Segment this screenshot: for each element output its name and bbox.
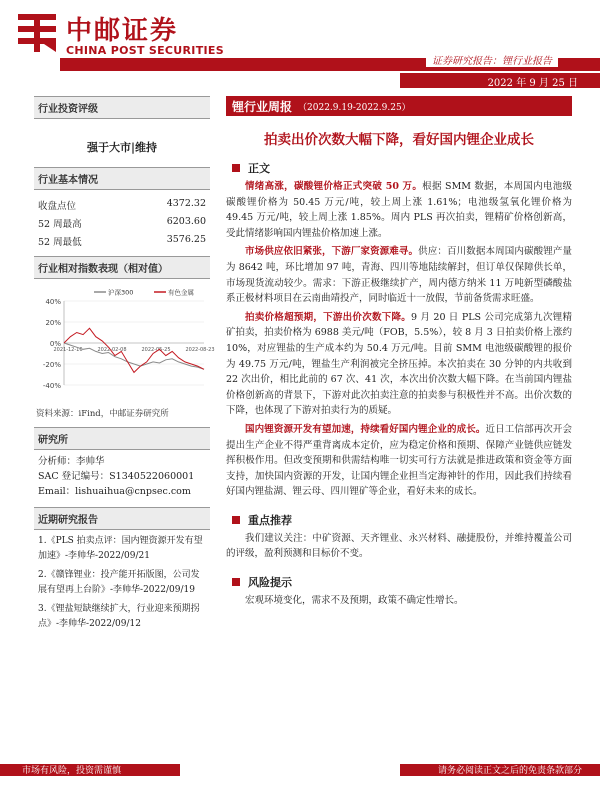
- x-tick-label: 2021-12-16: [53, 347, 83, 353]
- stat-label: 收盘点位: [38, 201, 77, 212]
- square-bullet-icon: [232, 164, 240, 172]
- report-link[interactable]: 1.《PLS 拍卖点评：国内锂资源开发有望加速》-李帅华-2022/09/21: [38, 536, 203, 561]
- x-tick-label: 2022-02-08: [97, 347, 127, 353]
- recent-reports-list: [34, 530, 210, 632]
- section-heading-text: 风险提示: [248, 576, 292, 590]
- recent-reports-title: 近期研究报告: [34, 507, 210, 530]
- section-heading-text: 重点推荐: [248, 513, 292, 527]
- weekly-title: 锂行业周报: [232, 99, 293, 114]
- headline: 拍卖出价次数大幅下降，看好国内锂企业成长: [264, 132, 534, 148]
- stat-value: 4372.32: [166, 198, 206, 209]
- paragraph-body: 根据 SMM 数据，本周国内电池级碳酸锂价格为 50.45 万元/吨，较上周上涨 1.61%；电池级氢氧化锂价格为 49.45 万元/吨，较上周上涨 1.85%。周内 PLS 再次拍卖，锂精矿价格创新高，受此情绪影响国内锂盐价格加速上涨。: [226, 181, 572, 239]
- paragraph: [226, 244, 572, 306]
- rating-title: 行业投资评级: [34, 96, 210, 119]
- analyst-info: [34, 450, 210, 507]
- y-tick-label: -20%: [42, 361, 61, 369]
- risk-warning: 市场有风险，投资需谨慎: [22, 766, 122, 776]
- series-line-csi300: [64, 343, 204, 369]
- stat-label: 52 周最高: [38, 219, 82, 230]
- chart-source: 资料来源：iFind，中邮证券研究所: [36, 409, 169, 419]
- stat-value: 6203.60: [166, 216, 206, 227]
- report-link[interactable]: 2.《赣锋锂业：投产能开拓版图，公司发展有望再上台阶》-李帅华-2022/09/19: [38, 570, 200, 595]
- analyst-sac: SAC 登记编号：S1340522060001: [38, 471, 195, 482]
- paragraph-lead: 国内锂资源开发有望加速，持续看好国内锂企业的成长。: [245, 423, 486, 435]
- paragraph: [226, 593, 572, 609]
- paragraph-body: 供应：百川数据本周国内碳酸锂产量为 8642 吨，环比增加 97 吨，青海、四川等地陆续解封，但订单仅保障供长单，市场现货流动较少。需求：下游正极继续扩产，周内德方纳米 11 万吨新型磷酸盐系正极材料项目在云南曲靖投产，同时临近十一放假，节前备货需求旺盛。: [226, 246, 572, 305]
- y-tick-label: 0%: [49, 340, 61, 348]
- legend-label: 有色金属: [168, 288, 194, 297]
- relative-performance-chart: [34, 285, 215, 403]
- legend-label: 沪深300: [108, 288, 134, 297]
- performance-chart-svg: [34, 285, 215, 403]
- stat-value: 3576.25: [166, 234, 206, 245]
- analyst-name: 分析师：李帅华: [38, 456, 105, 467]
- analyst-title: 研究所: [34, 427, 210, 450]
- main-content: [226, 96, 572, 609]
- y-tick-label: 20%: [45, 319, 61, 327]
- report-link[interactable]: 3.《锂盐短缺继续扩大，行业迎来预期拐点》-李帅华-2022/09/12: [38, 604, 200, 629]
- stat-label: 52 周最低: [38, 237, 82, 248]
- stat-row: [34, 214, 210, 232]
- square-bullet-icon: [232, 516, 240, 524]
- paragraph: [226, 310, 572, 419]
- weekly-date-range: （2022.9.19-2022.9.25）: [298, 102, 411, 113]
- section-heading: [226, 512, 572, 528]
- paragraph: [226, 531, 572, 562]
- series-line-nonferrous: [64, 328, 204, 372]
- y-tick-label: 40%: [45, 298, 61, 306]
- paragraph-body: 宏观环境变化，需求不及预期，政策不确定性增长。: [245, 595, 464, 607]
- paragraph: [226, 179, 572, 241]
- stat-row: [34, 232, 210, 250]
- x-tick-label: 2022-08-23: [185, 347, 215, 353]
- left-sidebar: [34, 96, 215, 632]
- analyst-email[interactable]: Email：lishuaihua@cnpsec.com: [38, 486, 191, 497]
- brand-name: 中邮证券: [66, 16, 179, 46]
- industry-rating: 强于大市|维持: [86, 141, 157, 154]
- section-heading-text: 正文: [248, 162, 270, 175]
- china-post-logo-icon: [14, 10, 60, 56]
- title-band: [226, 96, 572, 116]
- x-tick-label: 2022-05-25: [141, 347, 171, 353]
- square-bullet-icon: [232, 578, 240, 586]
- paragraph: [226, 422, 572, 500]
- paragraph-lead: 市场供应依旧紧张，下游厂家资源难寻。: [245, 246, 419, 258]
- paragraph-lead: 拍卖价格超预期，下游出价次数下降。: [245, 311, 412, 323]
- report-date: 2022 年 9 月 25 日: [487, 78, 578, 89]
- paragraph-body: 我们建议关注：中矿资源、天齐锂业、永兴材料、融捷股份，并维持覆盖公司的评级，盈利预测和目标价不变。: [226, 532, 572, 560]
- paragraph-lead: 情绪高涨，碳酸锂价格正式突破 50 万。: [245, 181, 423, 192]
- basic-info-title: 行业基本情况: [34, 167, 210, 190]
- brand-name-english: CHINA POST SECURITIES: [66, 44, 224, 57]
- y-tick-label: -40%: [42, 382, 61, 390]
- disclaimer-note: 请务必阅读正文之后的免责条款部分: [437, 766, 582, 776]
- stats-table: [34, 190, 210, 250]
- report-footer: [0, 754, 600, 800]
- report-type-tag: 证券研究报告：锂行业报告: [426, 52, 558, 67]
- report-header: [0, 0, 600, 92]
- stat-row: [34, 196, 210, 214]
- section-heading: [226, 574, 572, 590]
- paragraph-body: 近日工信部再次开会提出生产企业不得严重背离成本定价，应为稳定价格和预期、保障产业链供应链发挥积极作用。但改变预期和供需结构唯一切实可行方法就是推进政策和资金等方面支持，加快国内资源的开发，让国内锂企业担当定海神针的作用，因此我们持续看好国内锂盐湖、锂云母、四川锂矿等企业，看好未来的成长。: [226, 423, 572, 498]
- section-heading: [226, 160, 572, 176]
- perf-title: 行业相对指数表现（相对值）: [34, 256, 210, 279]
- paragraph-body: 9 月 20 日 PLS 公司完成第九次锂精矿拍卖，拍卖价格为 6988 美元/吨（FOB，5.5%），较 8 月 3 日拍卖价格上涨约 10%，对应锂盐的生产成本约为 50.4 万元/吨。目前 SMM 电池级碳酸锂的报价为 49.75 万元/吨，锂盐生产利润被完全挤压掉。本次拍卖在 30 分钟的内共收到 22 次出价，相比此前的 67 次、41 次，本次出价次数大幅下降。在当前国内锂盐价格创新高的背景下，下游对此次拍卖注意的拍卖参与积极性并不高。出价次数的下降，也体现了下游对拍卖行为的质疑。: [226, 311, 572, 417]
